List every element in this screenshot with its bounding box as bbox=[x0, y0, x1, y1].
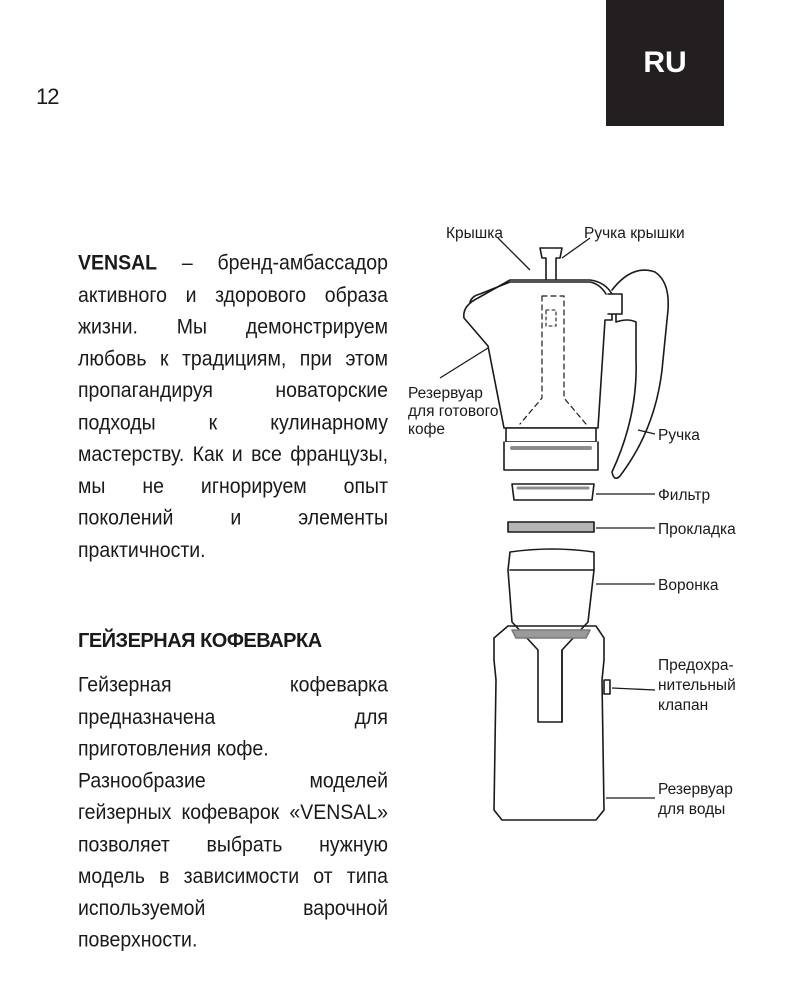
leader-valve bbox=[612, 688, 655, 690]
section-body bbox=[78, 670, 388, 957]
brand-name: VENSAL bbox=[78, 251, 158, 275]
label-filter: Фильтр bbox=[658, 487, 711, 504]
moka-pot-diagram bbox=[400, 210, 800, 850]
language-tab bbox=[606, 0, 724, 126]
label-gasket: Прокладка bbox=[658, 521, 736, 538]
section-paragraph-1: Гейзерная кофеварка предназначена для приготовления кофе. bbox=[78, 673, 388, 761]
gasket-part bbox=[508, 522, 594, 532]
label-reservoir-coffee-1: Резервуар bbox=[408, 385, 483, 402]
label-valve-1: Предохра- bbox=[658, 657, 734, 674]
leader-reservoir-coffee bbox=[440, 348, 488, 378]
handle-clamp bbox=[608, 294, 622, 314]
label-funnel: Воронка bbox=[658, 577, 719, 594]
label-reservoir-coffee-2: для готового bbox=[408, 403, 499, 420]
section-heading: ГЕЙЗЕРНАЯ КОФЕВАРКА bbox=[78, 630, 322, 652]
label-lid: Крышка bbox=[446, 225, 503, 242]
upper-base-band bbox=[506, 428, 596, 442]
label-valve-3: клапан bbox=[658, 697, 709, 714]
section-paragraph-2: Разнообразие моделей гейзерных кофеварок «VENSAL» позволяет выбрать нужную модель в зависимости от типа используемой варочной поверхности. bbox=[78, 768, 388, 952]
page-number: 12 bbox=[36, 84, 59, 109]
label-handle: Ручка bbox=[658, 427, 700, 444]
language-label: RU bbox=[643, 46, 687, 79]
label-lid-handle: Ручка крышки bbox=[584, 225, 685, 242]
filter-part bbox=[512, 484, 594, 500]
label-reservoir-water-1: Резервуар bbox=[658, 781, 733, 798]
intro-text: – бренд-амбассадор активного и здорового образа жизни. Мы демонстрируем любовь к традициям, при этом пропагандируя новаторские подходы к кулинарному мастерству. Как и все французы, мы не игнорируем опыт поколений и элементы практичности. bbox=[78, 251, 388, 562]
valve-part bbox=[604, 680, 610, 694]
intro-paragraph bbox=[78, 248, 388, 567]
label-reservoir-coffee-3: кофе bbox=[408, 421, 445, 438]
label-valve-2: нительный bbox=[658, 677, 736, 694]
leader-lid bbox=[498, 238, 530, 270]
label-reservoir-water-2: для воды bbox=[658, 801, 726, 818]
